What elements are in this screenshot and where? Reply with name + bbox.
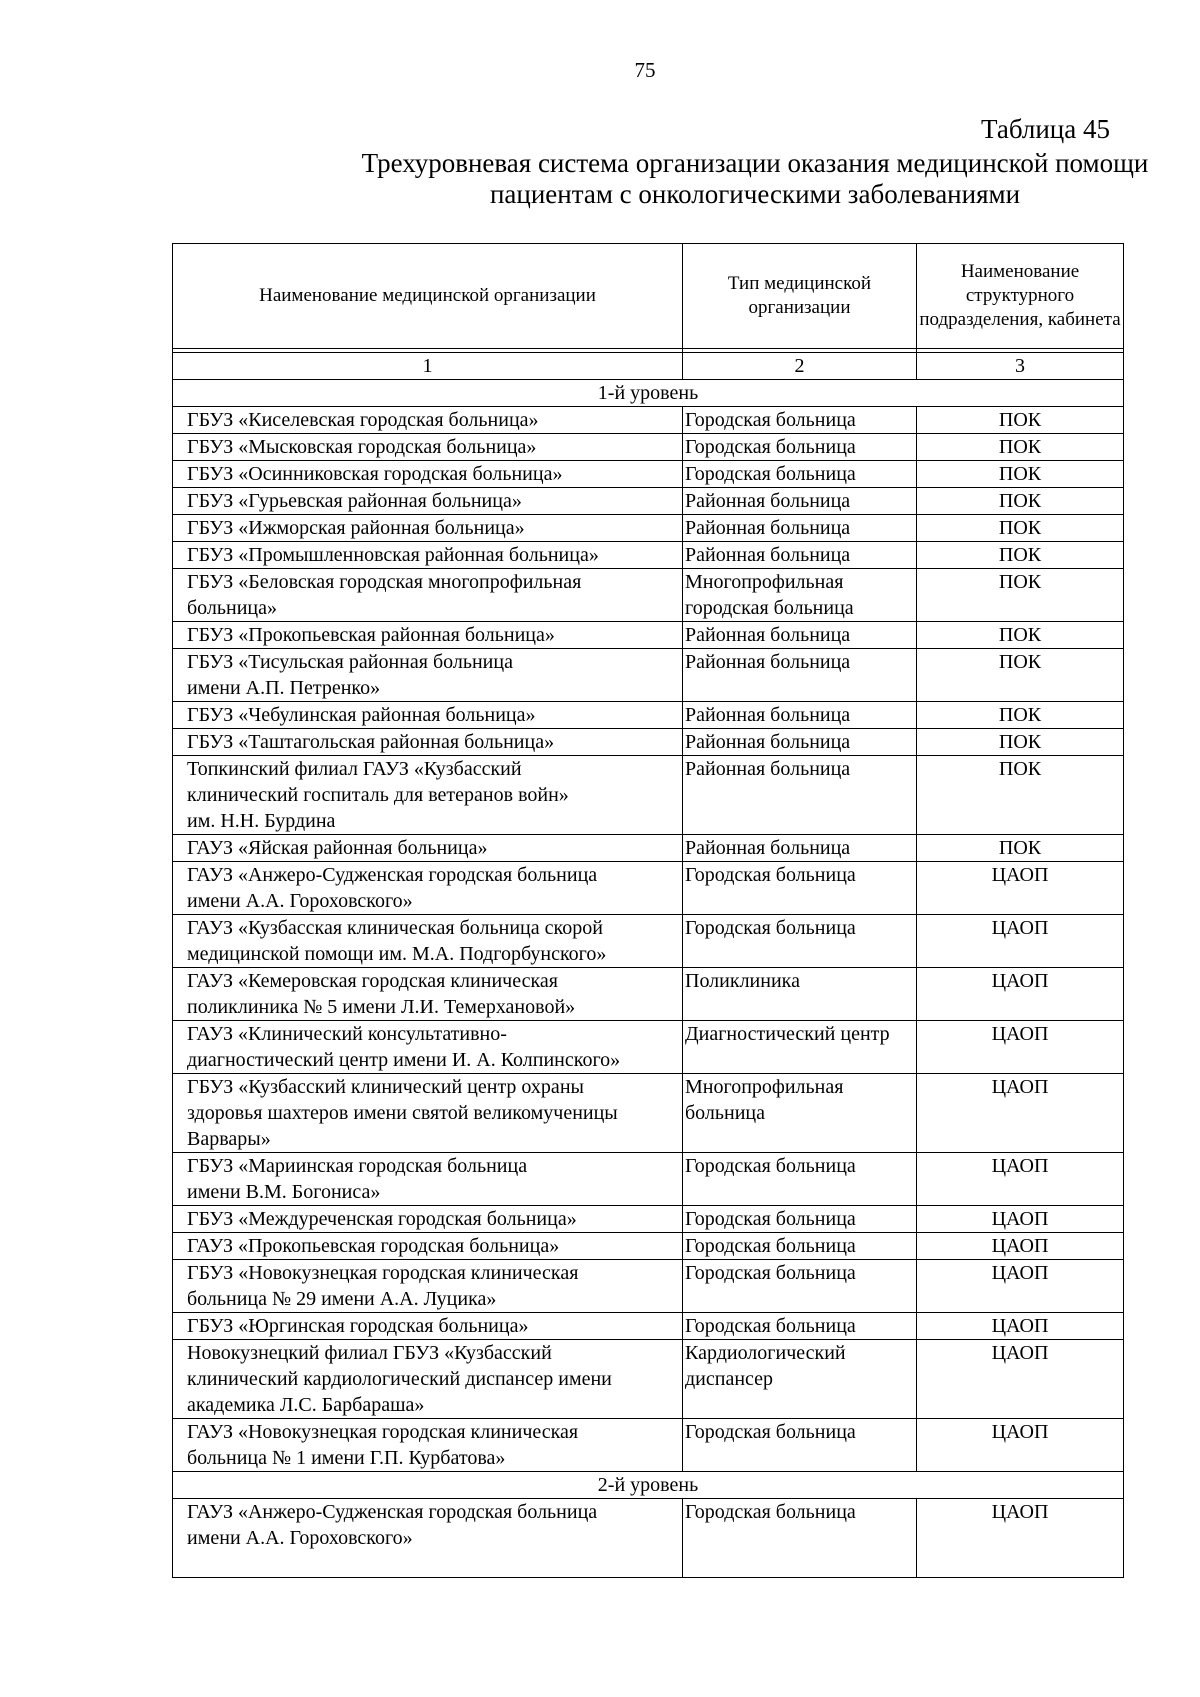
cell-text-line: им. Н.Н. Бурдина [187,810,336,832]
structural-unit-cell: ПОК [917,649,1124,702]
cell-text-line: Топкинский филиал ГАУЗ «Кузбасский [187,758,522,780]
structural-unit-cell: ЦАОП [917,1021,1124,1074]
organization-name-cell [173,1260,683,1313]
table-row [173,488,1124,515]
table-row [173,407,1124,434]
column-numbers-row [173,353,1124,380]
level-2-row [173,1472,1124,1499]
structural-unit-cell: ЦАОП [917,1153,1124,1206]
cell-text-line: Городская больница [685,1208,856,1230]
cell-text-line: ГБУЗ «Промышленновская районная больница» [187,544,599,566]
organization-name-cell [173,1313,683,1340]
cell-text-line: ГБУЗ «Осинниковская городская больница» [187,463,563,485]
structural-unit-cell: ПОК [917,729,1124,756]
organization-name-cell [173,1499,683,1578]
cell-text-line: диагностический центр имени И. А. Колпинского» [187,1049,621,1071]
table-body [173,353,1124,1578]
table-row [173,915,1124,968]
structural-unit-cell: ПОК [917,622,1124,649]
organization-type-cell [683,968,917,1021]
structural-unit-cell: ЦАОП [917,1233,1124,1260]
cell-text-line: Городская больница [685,917,856,939]
organization-name-cell [173,756,683,835]
cell-text-line: ГБУЗ «Тисульская районная больница [187,651,513,673]
organization-name-cell [173,702,683,729]
structural-unit-cell: ПОК [917,702,1124,729]
table-title [170,148,1200,210]
organization-name-cell [173,915,683,968]
cell-text-line: Районная больница [685,490,851,512]
organization-type-cell [683,1313,917,1340]
table-label: Таблица 45 [981,114,1110,144]
cell-text-line: Варвары» [187,1128,271,1150]
structural-unit-cell: ЦАОП [917,1313,1124,1340]
organization-type-cell [683,1340,917,1419]
table-row [173,756,1124,835]
cell-text-line: больница № 1 имени Г.П. Курбатова» [187,1447,506,1469]
organizations-table [172,243,1124,1578]
header-organization-type [683,244,917,349]
table-row [173,1313,1124,1340]
cell-text-line: здоровья шахтеров имени святой великомученицы [187,1102,618,1124]
organization-type-cell [683,729,917,756]
cell-text-line: ГБУЗ «Ижморская районная больница» [187,517,525,539]
organization-type-cell [683,1021,917,1074]
structural-unit-cell: ПОК [917,515,1124,542]
organization-type-cell [683,915,917,968]
cell-text-line: Многопрофильная [685,1076,844,1098]
table-row [173,1021,1124,1074]
cell-text-line: Городская больница [685,436,856,458]
cell-text-line: ГАУЗ «Клинический консультативно- [187,1023,507,1045]
structural-unit-cell: ЦАОП [917,1340,1124,1419]
cell-text-line: Районная больница [685,651,851,673]
organization-name-cell [173,515,683,542]
organization-type-cell [683,1260,917,1313]
cell-text-line: Городская больница [685,1262,856,1284]
structural-unit-cell: ПОК [917,756,1124,835]
cell-text-line: ГБУЗ «Прокопьевская районная больница» [187,624,555,646]
organization-type-cell [683,702,917,729]
cell-text-line: Городская больница [685,1501,856,1523]
table-title-line: Трехуровневая система организации оказания медицинской помощи [361,148,1149,178]
table-row [173,1206,1124,1233]
organization-name-cell [173,835,683,862]
cell-text-line: имени А.А. Гороховского» [187,890,413,912]
cell-text-line: Новокузнецкий филиал ГБУЗ «Кузбасский [187,1342,552,1364]
structural-unit-cell: ПОК [917,542,1124,569]
cell-text-line: Районная больница [685,624,851,646]
structural-unit-cell: ЦАОП [917,1260,1124,1313]
level-label: 2-й уровень [173,1472,1124,1499]
cell-text-line: больница № 29 имени А.А. Луцика» [187,1288,497,1310]
cell-text-line: Районная больница [685,731,851,753]
organization-name-cell [173,862,683,915]
header-organization-name-text: Наименование медицинской организации [259,285,596,306]
cell-text-line: ГБУЗ «Гурьевская районная больница» [187,490,522,512]
organization-name-cell [173,968,683,1021]
cell-text-line: ГБУЗ «Кузбасский клинический центр охраны [187,1076,584,1098]
organization-type-cell [683,622,917,649]
cell-text-line: клинический кардиологический диспансер имени [187,1368,612,1390]
organization-type-cell [683,862,917,915]
organization-type-cell [683,1233,917,1260]
cell-text-line: Городская больница [685,409,856,431]
header-text-line: кабинета [1047,309,1121,330]
header-structural-unit [917,244,1124,349]
structural-unit-cell: ЦАОП [917,1206,1124,1233]
table-row [173,1419,1124,1472]
organization-type-cell [683,649,917,702]
organization-type-cell [683,1499,917,1578]
table-row [173,1233,1124,1260]
cell-text-line: больница [685,1102,765,1124]
cell-text-line: поликлиника № 5 имени Л.И. Темерхановой» [187,996,576,1018]
organization-name-cell [173,542,683,569]
table-row [173,1074,1124,1153]
organization-name-cell [173,622,683,649]
cell-text-line: Городская больница [685,864,856,886]
organization-name-cell [173,1206,683,1233]
column-number: 3 [917,353,1124,380]
organization-type-cell [683,835,917,862]
header-organization-name [173,244,683,349]
organization-name-cell [173,1340,683,1419]
structural-unit-cell: ЦАОП [917,1419,1124,1472]
structural-unit-cell: ЦАОП [917,1074,1124,1153]
cell-text-line: ГБУЗ «Мысковская городская больница» [187,436,537,458]
cell-text-line: Диагностический центр [685,1023,890,1045]
level-1-row [173,380,1124,407]
cell-text-line: Городская больница [685,1421,856,1443]
structural-unit-cell: ПОК [917,835,1124,862]
table-row [173,1499,1124,1578]
cell-text-line: городская больница [685,597,854,619]
organization-name-cell [173,434,683,461]
organization-type-cell [683,1206,917,1233]
cell-text-line: Районная больница [685,544,851,566]
organization-type-cell [683,461,917,488]
cell-text-line: ГБУЗ «Беловская городская многопрофильная [187,571,582,593]
cell-text-line: имени А.П. Петренко» [187,677,381,699]
cell-text-line: ГБУЗ «Мариинская городская больница [187,1155,528,1177]
table-row [173,569,1124,622]
cell-text-line: Кардиологический [685,1342,846,1364]
cell-text-line: медицинской помощи им. М.А. Подгорбунского» [187,943,607,965]
table-row [173,434,1124,461]
cell-text-line: имени А.А. Гороховского» [187,1527,413,1549]
column-number: 1 [173,353,683,380]
cell-text-line: ГБУЗ «Междуреченская городская больница» [187,1208,577,1230]
cell-text-line: Городская больница [685,1235,856,1257]
organization-name-cell [173,1074,683,1153]
table-row [173,862,1124,915]
cell-text-line: ГАУЗ «Анжеро-Судженская городская больница [187,864,598,886]
table-row [173,702,1124,729]
cell-text-line: Городская больница [685,1155,856,1177]
column-number: 2 [683,353,917,380]
cell-text-line: Районная больница [685,517,851,539]
cell-text-line: ГБУЗ «Киселевская городская больница» [187,409,539,431]
organization-type-cell [683,488,917,515]
organization-name-cell [173,649,683,702]
cell-text-line: клинический госпиталь для ветеранов войн» [187,784,569,806]
organization-type-cell [683,756,917,835]
table-row [173,1153,1124,1206]
organization-name-cell [173,1233,683,1260]
level-label: 1-й уровень [173,380,1124,407]
organization-name-cell [173,729,683,756]
structural-unit-cell: ЦАОП [917,915,1124,968]
table-header-row [173,244,1124,349]
header-text-line: Тип медицинской [727,273,872,294]
organization-name-cell [173,569,683,622]
cell-text-line: больница» [187,597,277,619]
cell-text-line: Поликлиника [685,970,800,992]
table-row [173,515,1124,542]
cell-text-line: имени В.М. Богониса» [187,1181,381,1203]
organization-type-cell [683,434,917,461]
structural-unit-cell: ЦАОП [917,862,1124,915]
table-row [173,835,1124,862]
cell-text-line: ГАУЗ «Кузбасская клиническая больница скорой [187,917,603,939]
cell-text-line: ГАУЗ «Кемеровская городская клиническая [187,970,558,992]
organization-name-cell [173,488,683,515]
table-row [173,1260,1124,1313]
structural-unit-cell: ПОК [917,488,1124,515]
organization-name-cell [173,1021,683,1074]
table-row [173,622,1124,649]
cell-text-line: академика Л.С. Барбараша» [187,1394,425,1416]
header-text-line: Наименование [960,261,1080,282]
organization-name-cell [173,1153,683,1206]
structural-unit-cell: ЦАОП [917,968,1124,1021]
cell-text-line: ГАУЗ «Прокопьевская городская больница» [187,1235,560,1257]
cell-text-line: ГБУЗ «Таштагольская районная больница» [187,731,555,753]
organization-name-cell [173,407,683,434]
structural-unit-cell: ПОК [917,407,1124,434]
cell-text-line: ГАУЗ «Новокузнецкая городская клиническая [187,1421,579,1443]
organization-type-cell [683,542,917,569]
table-row [173,1340,1124,1419]
table-row [173,649,1124,702]
table-row [173,542,1124,569]
organization-type-cell [683,569,917,622]
page-number: 75 [634,58,656,82]
table-row [173,461,1124,488]
organization-name-cell [173,461,683,488]
cell-text-line: Районная больница [685,758,851,780]
cell-text-line: Городская больница [685,463,856,485]
cell-text-line: ГБУЗ «Новокузнецкая городская клиническая [187,1262,579,1284]
organization-type-cell [683,1419,917,1472]
cell-text-line: ГАУЗ «Яйская районная больница» [187,837,488,859]
header-text-line: организации [748,297,851,318]
header-text-line: подразделения, [919,309,1044,330]
table-row [173,729,1124,756]
cell-text-line: Городская больница [685,1315,856,1337]
cell-text-line: диспансер [685,1368,774,1390]
cell-text-line: ГБУЗ «Юргинская городская больница» [187,1315,529,1337]
cell-text-line: ГБУЗ «Чебулинская районная больница» [187,704,536,726]
organization-type-cell [683,1153,917,1206]
structural-unit-cell: ПОК [917,461,1124,488]
structural-unit-cell: ПОК [917,569,1124,622]
cell-text-line: Районная больница [685,704,851,726]
structural-unit-cell: ЦАОП [917,1499,1124,1578]
cell-text-line: ГАУЗ «Анжеро-Судженская городская больница [187,1501,598,1523]
organization-name-cell [173,1419,683,1472]
header-text-line: структурного [965,285,1075,306]
table-title-line: пациентам с онкологическими заболеваниями [489,179,1021,209]
cell-text-line: Районная больница [685,837,851,859]
organization-type-cell [683,1074,917,1153]
organization-type-cell [683,407,917,434]
cell-text-line: Многопрофильная [685,571,844,593]
organization-type-cell [683,515,917,542]
table-row [173,968,1124,1021]
structural-unit-cell: ПОК [917,434,1124,461]
